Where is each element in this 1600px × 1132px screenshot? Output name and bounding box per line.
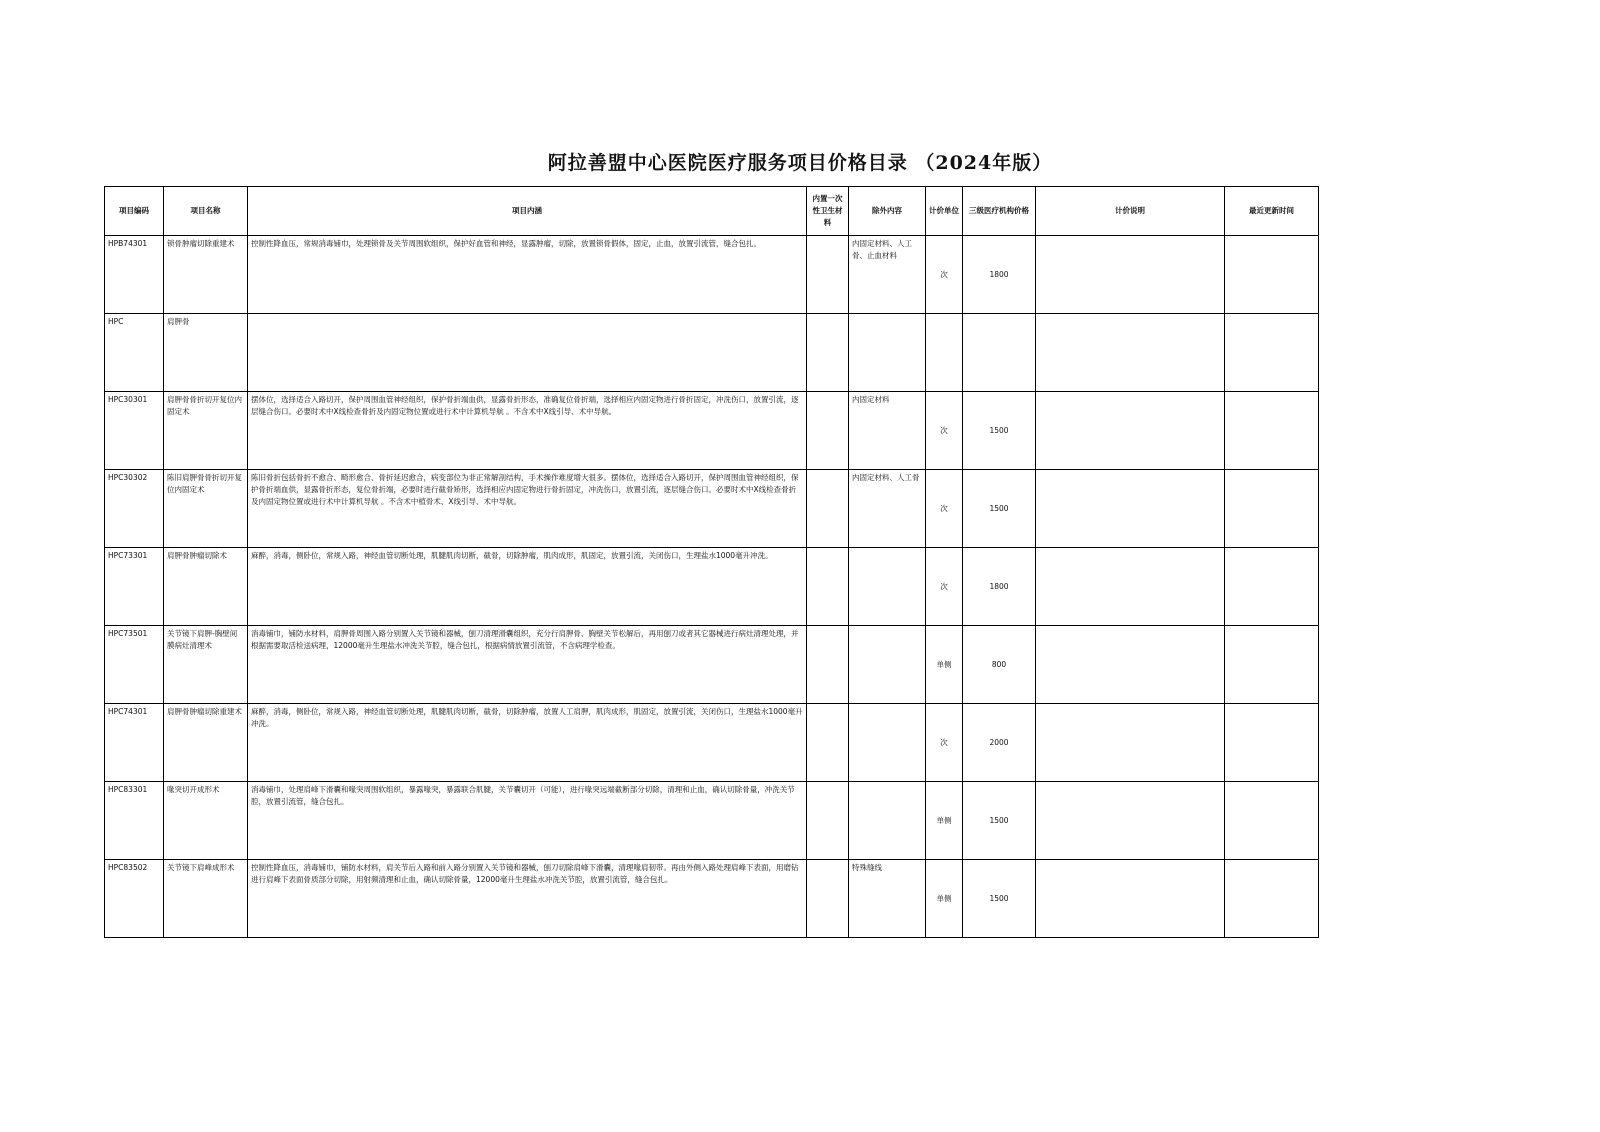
- cell-content: 控制性降血压，消毒铺巾，铺防水材料，肩关节后入路和前入路分别置入关节镜和器械，刨刀切除肩峰下滑囊，清理喙肩韧带。再由外侧入路处理肩峰下表面，用磨钻进行肩峰下表面骨质部分切除，用射频清理和止血，确认切除骨量，12000毫升生理盐水冲洗关节腔，放置引流管，缝合包扎。: [248, 860, 807, 938]
- cell-price: 800: [963, 626, 1036, 704]
- cell-content: 麻醉，消毒，侧卧位，常规入路，神经血管切断处理，肌腱肌肉切断，截骨，切除肿瘤，肌肉成形，肌固定，放置引流，关闭伤口，生理盐水1000毫升冲洗。: [248, 548, 807, 626]
- page-title: 阿拉善盟中心医院医疗服务项目价格目录 （2024年版）: [547, 152, 1053, 174]
- cell-material: [807, 392, 849, 470]
- cell-price: [963, 314, 1036, 392]
- cell-exclude: [849, 548, 926, 626]
- header-content: 项目内涵: [248, 187, 807, 236]
- cell-name: 陈旧肩胛骨骨折切开复位内固定术: [164, 470, 248, 548]
- cell-price: 1800: [963, 236, 1036, 314]
- cell-content: 消毒铺巾，铺防水材料，肩胛骨周围入路分别置入关节镜和器械，刨刀清理滑囊组织，充分行肩胛骨、胸壁关节松解后，再用刨刀或者其它器械进行病灶清理处理，并根据需要取活检送病理，12000毫升生理盐水冲洗关节腔，缝合包扎，根据病情放置引流管，不含病理学检查。: [248, 626, 807, 704]
- cell-exclude: [849, 314, 926, 392]
- cell-updated: [1225, 548, 1319, 626]
- cell-name: 肩胛骨肿瘤切除术: [164, 548, 248, 626]
- cell-material: [807, 236, 849, 314]
- cell-note: [1036, 236, 1225, 314]
- price-table: [104, 186, 1319, 938]
- header-code: 项目编码: [105, 187, 164, 236]
- cell-unit: 单侧: [926, 860, 963, 938]
- header-note: 计价说明: [1036, 187, 1225, 236]
- cell-code: HPC83502: [105, 860, 164, 938]
- cell-note: [1036, 782, 1225, 860]
- cell-code: HPC73501: [105, 626, 164, 704]
- cell-note: [1036, 860, 1225, 938]
- table-header-row: [105, 187, 1319, 236]
- cell-content: 陈旧骨折包括骨折不愈合、畸形愈合、骨折延迟愈合，病变部位为非正常解剖结构，手术操作难度增大很多。摆体位，选择适合入路切开，保护周围血管神经组织，保护骨折端血供，显露骨折形态，复位骨折端，必要时进行截骨矫形，选择相应内固定物进行骨折固定，冲洗伤口，放置引流，逐层缝合伤口。必要时术中X线检查骨折及内固定物位置或进行术中计算机导航 。不含术中植骨术、X线引导、术中导航。: [248, 470, 807, 548]
- cell-name: 关节镜下肩胛-胸壁间膜病灶清理术: [164, 626, 248, 704]
- table-row: [105, 782, 1319, 860]
- cell-code: HPC: [105, 314, 164, 392]
- cell-unit: 次: [926, 548, 963, 626]
- cell-price: 1500: [963, 470, 1036, 548]
- cell-content: 控制性降血压，常规消毒铺巾，处理锁骨及关节周围软组织，保护好血管和神经，显露肿瘤，切除，放置锁骨假体，固定，止血，放置引流管，缝合包扎。: [248, 236, 807, 314]
- cell-updated: [1225, 626, 1319, 704]
- cell-material: [807, 548, 849, 626]
- cell-note: [1036, 470, 1225, 548]
- cell-code: HPC74301: [105, 704, 164, 782]
- cell-content: 摆体位，选择适合入路切开，保护周围血管神经组织，保护骨折端血供，显露骨折形态，准确复位骨折端，选择相应内固定物进行骨折固定，冲洗伤口，放置引流，逐层缝合伤口。必要时术中X线检查骨折及内固定物位置或进行术中计算机导航 。不含术中X线引导、术中导航。: [248, 392, 807, 470]
- cell-content: [248, 314, 807, 392]
- table-row: [105, 704, 1319, 782]
- header-price: 三级医疗机构价格: [963, 187, 1036, 236]
- table-row: [105, 470, 1319, 548]
- table-row: [105, 860, 1319, 938]
- cell-updated: [1225, 704, 1319, 782]
- cell-content: 消毒铺巾，处理肩峰下滑囊和喙突周围软组织，暴露喙突，暴露联合肌腱，关节囊切开（可能），进行喙突远端截断部分切除，清理和止血，确认切除骨量，冲洗关节腔，放置引流管，缝合包扎。: [248, 782, 807, 860]
- header-material: 内置一次性卫生材料: [807, 187, 849, 236]
- cell-material: [807, 314, 849, 392]
- cell-material: [807, 704, 849, 782]
- header-updated: 最近更新时间: [1225, 187, 1319, 236]
- cell-code: HPC73301: [105, 548, 164, 626]
- cell-unit: 单侧: [926, 782, 963, 860]
- cell-unit: 次: [926, 236, 963, 314]
- cell-updated: [1225, 782, 1319, 860]
- cell-exclude: 内固定材料、人工骨、止血材料: [849, 236, 926, 314]
- cell-updated: [1225, 236, 1319, 314]
- cell-note: [1036, 626, 1225, 704]
- cell-updated: [1225, 392, 1319, 470]
- cell-name: 关节镜下肩峰成形术: [164, 860, 248, 938]
- cell-material: [807, 470, 849, 548]
- table-row: [105, 548, 1319, 626]
- cell-name: 肩胛骨骨折切开复位内固定术: [164, 392, 248, 470]
- cell-unit: [926, 314, 963, 392]
- cell-unit: 次: [926, 392, 963, 470]
- header-exclude: 除外内容: [849, 187, 926, 236]
- cell-exclude: [849, 782, 926, 860]
- cell-updated: [1225, 470, 1319, 548]
- cell-updated: [1225, 860, 1319, 938]
- cell-name: 锁骨肿瘤切除重建术: [164, 236, 248, 314]
- cell-code: HPC83301: [105, 782, 164, 860]
- cell-code: HPC30301: [105, 392, 164, 470]
- cell-material: [807, 626, 849, 704]
- cell-price: 1800: [963, 548, 1036, 626]
- table-row: [105, 626, 1319, 704]
- cell-price: 1500: [963, 392, 1036, 470]
- cell-price: 1500: [963, 860, 1036, 938]
- header-name: 项目名称: [164, 187, 248, 236]
- cell-unit: 次: [926, 704, 963, 782]
- header-unit: 计价单位: [926, 187, 963, 236]
- cell-price: 1500: [963, 782, 1036, 860]
- table-row: [105, 236, 1319, 314]
- cell-updated: [1225, 314, 1319, 392]
- cell-price: 2000: [963, 704, 1036, 782]
- cell-code: HPC30302: [105, 470, 164, 548]
- cell-unit: 次: [926, 470, 963, 548]
- cell-exclude: 内固定材料、人工骨: [849, 470, 926, 548]
- table-row: [105, 314, 1319, 392]
- cell-note: [1036, 314, 1225, 392]
- cell-code: HPB74301: [105, 236, 164, 314]
- cell-exclude: 特殊缝线: [849, 860, 926, 938]
- cell-exclude: [849, 704, 926, 782]
- cell-name: 喙突切开成形术: [164, 782, 248, 860]
- cell-note: [1036, 704, 1225, 782]
- cell-exclude: 内固定材料: [849, 392, 926, 470]
- cell-note: [1036, 392, 1225, 470]
- cell-content: 麻醉，消毒，侧卧位，常规入路，神经血管切断处理，肌腱肌肉切断，截骨，切除肿瘤，放置人工肩胛，肌肉成形，肌固定，放置引流，关闭伤口，生理盐水1000毫升冲洗。: [248, 704, 807, 782]
- cell-name: 肩胛骨肿瘤切除重建术: [164, 704, 248, 782]
- table-row: [105, 392, 1319, 470]
- cell-material: [807, 782, 849, 860]
- cell-unit: 单侧: [926, 626, 963, 704]
- cell-name: 肩胛骨: [164, 314, 248, 392]
- cell-exclude: [849, 626, 926, 704]
- cell-material: [807, 860, 849, 938]
- cell-note: [1036, 548, 1225, 626]
